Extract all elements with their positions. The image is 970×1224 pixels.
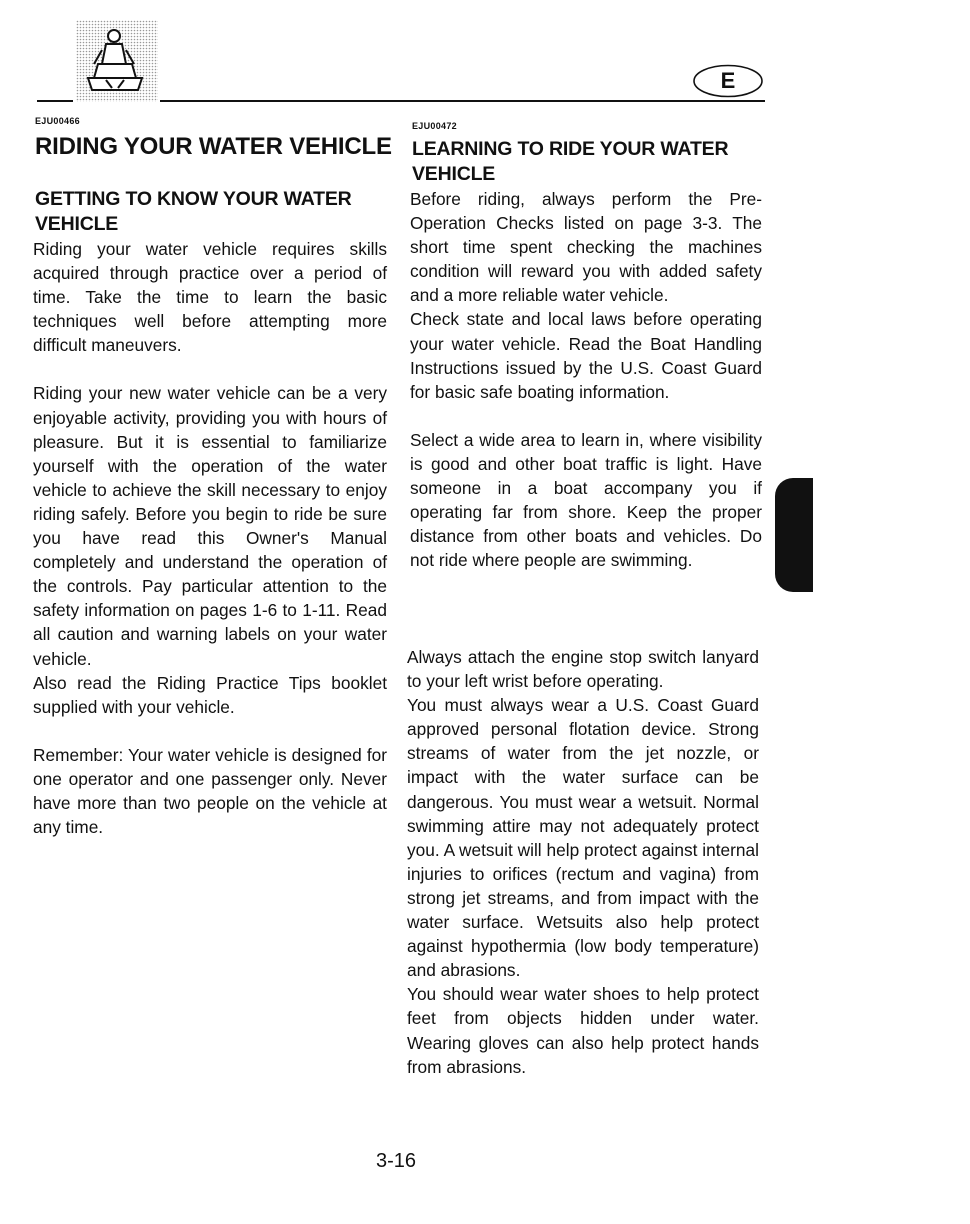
paragraph: Also read the Riding Practice Tips booklet supplied with your vehicle. xyxy=(33,672,387,717)
paragraph: Riding your water vehicle requires skills acquired through practice over a period of time. Take the time to learn the basic techniques well before attempting more difficult maneuvers. xyxy=(33,239,387,356)
subheading-getting-to-know: GETTING TO KNOW YOUR WATER VEHICLE xyxy=(35,188,352,235)
section-code-left: EJU00466 xyxy=(35,116,80,126)
language-badge xyxy=(693,64,763,98)
paragraph: You must always wear a U.S. Coast Guard approved personal flotation device. Strong streams of water from the jet nozzle, or impact with the water surface can be dangerous. You must wear a wetsuit. Normal swimming attire may not adequately protect you. A wetsuit will help protect against internal injuries to orifices (rectum and vagina) from strong jet streams, and from impact with the water surface. Wetsuits also help protect against hypothermia (low body temperature) and abrasions. xyxy=(407,695,759,981)
paragraph: Riding your new water vehicle can be a very enjoyable activity, providing you with hours of pleasure. But it is essential to familiarize yourself with the operation of the water vehicle to achieve the skill necessary to enjoy riding safely. Before you begin to ride be sure you have read this Owner's Manual completely and understand the operation of the controls. Pay particular attention to the safety information on pages 1-6 to 1-11. Read all caution and warning labels on your water vehicle. xyxy=(33,383,387,669)
language-letter: E xyxy=(720,68,736,93)
section-code-right: EJU00472 xyxy=(412,121,457,131)
paragraph: Remember: Your water vehicle is designed for one operator and one passenger only. Never have more than two people on the vehicle at any time. xyxy=(33,744,387,838)
right-column-body xyxy=(410,187,762,572)
page-number: 3-16 xyxy=(376,1150,417,1172)
page-title: RIDING YOUR WATER VEHICLE xyxy=(35,133,392,160)
paragraph: Before riding, always perform the Pre-Operation Checks listed on page 3-3. The short time spent checking the machines condition will reward you with added safety and a more reliable water vehicle. xyxy=(410,189,762,306)
heading-learning-to-ride: LEARNING TO RIDE YOUR WATER VEHICLE xyxy=(412,138,729,185)
paragraph: Check state and local laws before operating your water vehicle. Read the Boat Handling Instructions issued by the U.S. Coast Guard for basic safe boating information. xyxy=(410,309,762,402)
paragraph: Select a wide area to learn in, where visibility is good and other boat traffic is light. Have someone in a boat accompany you if operating far from shore. Keep the proper distance from other boats and vehicles. Do not ride where people are swimming. xyxy=(410,429,762,571)
chapter-thumb-tab xyxy=(775,478,813,592)
right-column-body-continued xyxy=(407,645,759,1079)
jet-ski-rider-icon xyxy=(76,20,158,102)
left-column-body xyxy=(33,237,387,839)
paragraph: You should wear water shoes to help protect feet from objects hidden under water. Wearing gloves can also help protect hands from abrasions. xyxy=(407,984,759,1077)
header-rule-left xyxy=(37,100,73,102)
paragraph: Always attach the engine stop switch lanyard to your left wrist before operating. xyxy=(407,647,759,692)
header-rule-right xyxy=(160,100,765,102)
